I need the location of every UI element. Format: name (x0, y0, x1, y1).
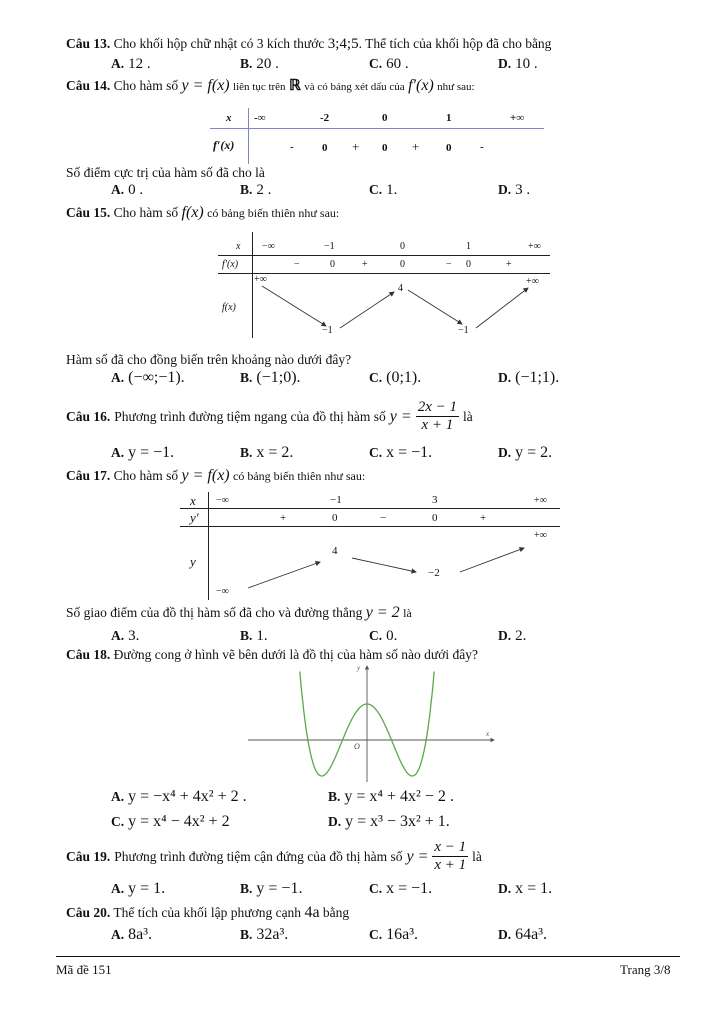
option-key: A. (111, 370, 125, 385)
table-divider (210, 128, 544, 129)
option-value: 2 . (256, 182, 272, 198)
math-line: y = 2 (365, 604, 400, 621)
option-key: C. (369, 445, 383, 460)
option-a[interactable] (111, 444, 174, 462)
question-label: Câu 17. (66, 468, 111, 483)
option-value: x = 2. (256, 444, 294, 461)
option-key: C. (369, 927, 383, 942)
table-cell: 0 (322, 142, 328, 154)
option-value: 32a³. (256, 926, 289, 943)
option-a[interactable] (111, 926, 152, 944)
option-value: x = −1. (386, 444, 433, 461)
table-cell: 1 (446, 112, 452, 124)
question-text: Đường cong ở hình vẽ bên dưới là đồ thị của hàm số nào dưới đây? (113, 647, 478, 662)
question-text-2: là (462, 408, 473, 424)
option-d[interactable] (498, 880, 552, 898)
question-17-prompt (66, 604, 412, 622)
question-text-4: như sau: (437, 81, 475, 93)
variation-table-15 (218, 232, 550, 338)
question-19 (66, 839, 482, 874)
option-value: 10 . (515, 56, 538, 72)
option-key: B. (240, 628, 253, 643)
option-value: (−1;0). (256, 369, 301, 386)
option-d[interactable] (498, 926, 547, 944)
row-label: f′(x) (222, 259, 239, 270)
option-value: 0. (386, 628, 398, 644)
option-b[interactable] (328, 788, 454, 806)
row-label: f(x) (222, 302, 236, 313)
option-value: 16a³. (386, 926, 419, 943)
option-a[interactable] (111, 788, 247, 806)
option-key: A. (111, 881, 125, 896)
option-d[interactable] (498, 182, 530, 199)
option-c[interactable] (369, 926, 418, 944)
table-cell: + (480, 512, 487, 524)
table-cell: 0 (446, 142, 452, 154)
table-cell: 3 (432, 494, 438, 506)
variation-arrows (180, 492, 560, 600)
option-value: (−∞;−1). (128, 369, 185, 386)
question-label: Câu 14. (66, 78, 111, 93)
row-label: y′ (190, 510, 199, 525)
math-func: y = f(x) (181, 77, 230, 94)
table-cell: 0 (400, 241, 405, 252)
math-lhs: y = (389, 407, 412, 425)
row-label: x (190, 493, 196, 508)
question-label: Câu 20. (66, 905, 111, 920)
table-cell: − (446, 259, 452, 270)
option-value: y = −1. (256, 880, 303, 897)
denominator: x + 1 (421, 417, 454, 433)
fraction (416, 399, 459, 434)
table-cell: −∞ (216, 586, 229, 597)
row-label: x (236, 241, 241, 252)
table-cell: -∞ (254, 112, 266, 124)
option-d[interactable] (498, 56, 538, 73)
option-b[interactable] (240, 628, 268, 645)
option-c[interactable] (111, 813, 230, 831)
question-text-2: liên tục trên (233, 81, 286, 93)
option-key: C. (369, 182, 383, 197)
table-cell: 4 (332, 545, 338, 557)
option-value: 64a³. (515, 926, 548, 943)
option-a[interactable] (111, 628, 139, 645)
question-text-2: có bảng biến thiên như sau: (207, 206, 340, 220)
table-cell: −1 (458, 325, 469, 336)
table-cell: 4 (398, 283, 403, 294)
option-key: C. (369, 881, 383, 896)
option-key: C. (111, 814, 125, 829)
option-key: D. (498, 56, 512, 71)
option-key: C. (369, 56, 383, 71)
option-value: 3 . (515, 182, 531, 198)
option-key: D. (498, 445, 512, 460)
option-c[interactable] (369, 369, 421, 387)
option-value: y = 1. (128, 880, 166, 897)
arrow-up (248, 562, 320, 588)
option-key: A. (111, 182, 125, 197)
option-c[interactable] (369, 880, 432, 898)
option-value: x = 1. (515, 880, 553, 897)
option-a[interactable] (111, 182, 143, 199)
option-key: D. (498, 182, 512, 197)
arrow-up (460, 548, 524, 572)
option-value: y = 2. (515, 444, 553, 461)
option-key: C. (369, 628, 383, 643)
table-cell: + (362, 259, 368, 270)
option-d[interactable] (328, 813, 450, 831)
prompt-text: Số giao điểm của đồ thị hàm số đã cho và đường thẳng (66, 605, 363, 620)
question-16 (66, 399, 473, 434)
option-value: 2. (515, 628, 527, 644)
option-key: D. (498, 370, 512, 385)
table-cell: +∞ (510, 112, 525, 124)
option-key: B. (240, 182, 253, 197)
question-13 (66, 36, 551, 53)
option-value: 20 . (256, 56, 279, 72)
exam-code: Mã đề 151 (56, 962, 112, 977)
table-cell: -2 (320, 112, 330, 124)
option-value: y = −x⁴ + 4x² + 2 . (128, 788, 247, 805)
option-value: 0 . (128, 182, 144, 198)
question-text-2: . Thể tích của khối hộp đã cho bằng (358, 36, 552, 51)
math-edge: 4a (304, 904, 320, 921)
arrow-down (408, 290, 462, 324)
math-lhs: y = (406, 847, 429, 865)
question-label: Câu 13. (66, 36, 111, 51)
option-value: 12 . (128, 56, 151, 72)
option-key: B. (240, 445, 253, 460)
origin-label: O (354, 742, 360, 751)
option-value: 3. (128, 628, 140, 644)
arrow-up (476, 288, 528, 328)
table-cell: 0 (432, 512, 438, 524)
prompt-text-2: là (403, 606, 412, 620)
table-cell: +∞ (534, 530, 547, 541)
row-label: y (190, 554, 196, 569)
option-value: x = −1. (386, 880, 433, 897)
option-key: B. (240, 56, 253, 71)
table-cell: −1 (330, 494, 342, 506)
question-14-prompt: Số điểm cực trị của hàm số đã cho là (66, 165, 265, 180)
option-value: y = x⁴ − 4x² + 2 (128, 813, 230, 830)
option-key: D. (498, 628, 512, 643)
table-cell: −1 (322, 325, 333, 336)
question-text: Cho hàm số (113, 468, 179, 483)
table-cell: + (506, 259, 512, 270)
table-cell: +∞ (526, 276, 539, 287)
option-key: A. (111, 789, 125, 804)
table-cell: − (380, 512, 387, 524)
option-key: D. (328, 814, 342, 829)
option-key: A. (111, 628, 125, 643)
option-value: 8a³. (128, 926, 153, 943)
footer-divider (56, 956, 680, 957)
y-axis-label: y (357, 664, 361, 672)
option-b[interactable] (240, 56, 279, 73)
table-cell: −∞ (216, 495, 229, 506)
question-label: Câu 18. (66, 647, 111, 662)
option-key: B. (240, 881, 253, 896)
table-cell: - (480, 141, 484, 153)
question-text: Cho khối hộp chữ nhật có 3 kích thước (113, 36, 325, 51)
option-a[interactable] (111, 880, 165, 898)
math-dims: 3;4;5 (327, 36, 359, 52)
option-d[interactable] (498, 628, 526, 645)
option-key: A. (111, 927, 125, 942)
table-cell: +∞ (254, 274, 267, 285)
option-value: (0;1). (386, 369, 422, 386)
question-text: Cho hàm số (113, 78, 179, 93)
table-cell: −∞ (262, 241, 275, 252)
sign-table-14 (210, 108, 544, 164)
arrow-down (352, 558, 416, 572)
option-c[interactable] (369, 628, 397, 645)
option-value: 1. (256, 628, 268, 644)
option-c[interactable] (369, 444, 432, 462)
option-key: D. (498, 881, 512, 896)
option-b[interactable] (240, 369, 301, 387)
row-label: x (226, 112, 232, 124)
option-value: (−1;1). (515, 369, 560, 386)
question-14 (66, 76, 475, 95)
table-cell: −1 (324, 241, 335, 252)
table-cell: 0 (330, 259, 335, 270)
table-cell: + (352, 139, 360, 154)
question-15-prompt: Hàm số đã cho đồng biến trên khoảng nào dưới đây? (66, 352, 352, 367)
arrow-down (262, 286, 326, 326)
question-label: Câu 19. (66, 848, 111, 864)
option-b[interactable] (240, 182, 271, 199)
table-cell: −2 (428, 567, 440, 579)
option-a[interactable] (111, 369, 185, 387)
table-cell: 0 (382, 142, 388, 154)
question-text: Thể tích của khối lập phương cạnh (113, 905, 302, 920)
option-key: B. (240, 370, 253, 385)
table-cell: +∞ (528, 241, 541, 252)
question-text-3: và có bảng xét dấu của (304, 81, 405, 93)
option-d[interactable] (498, 444, 552, 462)
real-set: ℝ (288, 78, 301, 94)
variation-table-17 (180, 492, 560, 600)
question-17 (66, 467, 365, 485)
table-cell: 0 (382, 112, 388, 124)
numerator: 2x − 1 (417, 399, 457, 415)
page-number: Trang 3/8 (620, 962, 671, 977)
option-value: y = −1. (128, 444, 175, 461)
numerator: x − 1 (434, 839, 467, 855)
math-func: f(x) (181, 204, 204, 221)
option-value: y = x⁴ + 4x² − 2 . (344, 788, 454, 805)
option-d[interactable] (498, 369, 559, 387)
table-cell: − (294, 259, 300, 270)
graph-svg (248, 662, 498, 784)
table-cell: + (280, 512, 287, 524)
row-label: f′(x) (213, 138, 235, 152)
option-key: D. (498, 927, 512, 942)
table-divider (248, 108, 249, 164)
option-a[interactable] (111, 56, 151, 73)
option-c[interactable] (369, 182, 397, 199)
table-cell: 0 (332, 512, 338, 524)
option-key: A. (111, 445, 125, 460)
option-key: C. (369, 370, 383, 385)
table-cell: + (412, 139, 420, 154)
option-b[interactable] (240, 444, 293, 462)
table-cell: 1 (466, 241, 471, 252)
question-text-2: bằng (322, 905, 350, 920)
option-c[interactable] (369, 56, 409, 73)
variation-arrows (218, 232, 550, 338)
option-value: 1. (386, 182, 398, 198)
question-15 (66, 204, 339, 222)
option-b[interactable] (240, 880, 302, 898)
option-key: A. (111, 56, 125, 71)
question-label: Câu 16. (66, 408, 111, 424)
question-label: Câu 15. (66, 205, 111, 220)
table-cell: 0 (466, 259, 471, 270)
question-text-2: có bảng biến thiên như sau: (233, 469, 366, 483)
table-cell: 0 (400, 259, 405, 270)
option-value: 60 . (386, 56, 409, 72)
question-18 (66, 647, 478, 663)
question-20 (66, 904, 349, 922)
denominator: x + 1 (434, 857, 467, 873)
function-graph (248, 662, 498, 784)
table-cell: +∞ (534, 495, 547, 506)
option-key: B. (328, 789, 341, 804)
x-axis-label: x (486, 730, 490, 738)
question-text: Phương trình đường tiệm ngang của đồ thị hàm số (114, 408, 386, 424)
option-value: y = x³ − 3x² + 1. (345, 813, 450, 830)
option-b[interactable] (240, 926, 288, 944)
fraction (432, 839, 468, 874)
option-key: B. (240, 927, 253, 942)
math-deriv: f′(x) (408, 77, 434, 94)
math-func: y = f(x) (181, 467, 230, 484)
arrow-up (340, 292, 394, 328)
question-text: Cho hàm số (113, 205, 179, 220)
table-cell: - (290, 141, 294, 153)
question-text: Phương trình đường tiệm cận đứng của đồ thị hàm số (114, 848, 403, 864)
question-text-2: là (472, 848, 482, 864)
